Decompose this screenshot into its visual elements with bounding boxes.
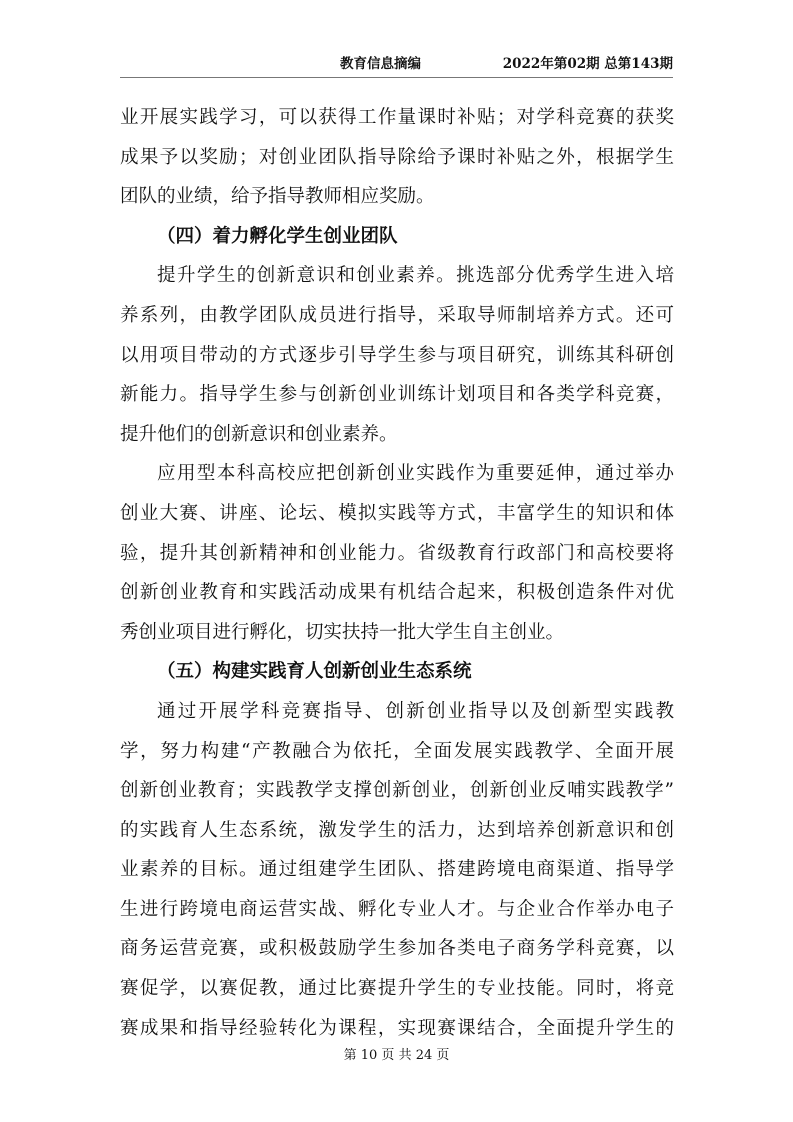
paragraph-line: 的实践育人生态系统，激发学生的活力，达到培养创新意识和创	[120, 819, 674, 841]
paragraph-line: 应用型本科高校应把创新创业实践作为重要延伸，通过举办	[157, 463, 674, 485]
paragraph-line: 新能力。指导学生参与创新创业训练计划项目和各类学科竞赛，	[120, 384, 674, 406]
paragraph-line: 学，努力构建“产教融合为依托，全面发展实践教学、全面开展	[120, 740, 674, 762]
paragraph-line: 以用项目带动的方式逐步引导学生参与项目研究，训练其科研创	[120, 344, 674, 366]
paragraph-line: 通过开展学科竞赛指导、创新创业指导以及创新型实践教	[157, 700, 674, 722]
paragraph-line: 验，提升其创新精神和创业能力。省级教育行政部门和高校要将	[120, 542, 674, 564]
header-divider	[120, 77, 673, 78]
paragraph-line: 团队的业绩，给予指导教师相应奖励。	[120, 186, 435, 208]
publication-name: 教育信息摘编	[340, 56, 421, 72]
paragraph-line: 赛促学，以赛促教，通过比赛提升学生的专业技能。同时，将竞	[120, 978, 674, 1000]
paragraph-line: 创新创业教育和实践活动成果有机结合起来，积极创造条件对优	[120, 582, 674, 604]
paragraph-line: 提升他们的创新意识和创业素养。	[120, 423, 398, 445]
paragraph-line: 创新创业教育；实践教学支撑创新创业，创新创业反哺实践教学”	[120, 780, 674, 802]
paragraph-line: 成果予以奖励；对创业团队指导除给予课时补贴之外，根据学生	[120, 146, 674, 168]
paragraph-line: 秀创业项目进行孵化，切实扶持一批大学生自主创业。	[120, 621, 565, 643]
paragraph-line: 提升学生的创新意识和创业素养。挑选部分优秀学生进入培	[157, 265, 674, 287]
paragraph-line: 生进行跨境电商运营实战、孵化专业人才。与企业合作举办电子	[120, 898, 674, 920]
page-header	[120, 52, 673, 72]
paragraph-line: 养系列，由教学团队成员进行指导，采取导师制培养方式。还可	[120, 304, 674, 326]
section-heading: （四）着力孵化学生创业团队	[157, 225, 398, 247]
page-number: 第 10 页 共 24 页	[343, 1048, 450, 1063]
paragraph-line: 赛成果和指导经验转化为课程，实现赛课结合，全面提升学生的	[120, 1017, 674, 1039]
issue-number: 2022年第02期 总第143期	[502, 56, 673, 72]
paragraph-line: 商务运营竞赛，或积极鼓励学生参加各类电子商务学科竞赛，以	[120, 938, 674, 960]
paragraph-line: 创业大赛、讲座、论坛、模拟实践等方式，丰富学生的知识和体	[120, 502, 674, 524]
document-body	[120, 98, 674, 1048]
section-heading: （五）构建实践育人创新创业生态系统	[157, 661, 472, 683]
paragraph-line: 业开展实践学习，可以获得工作量课时补贴；对学科竞赛的获奖	[120, 107, 674, 128]
paragraph-line: 业素养的目标。通过组建学生团队、搭建跨境电商渠道、指导学	[120, 859, 674, 881]
